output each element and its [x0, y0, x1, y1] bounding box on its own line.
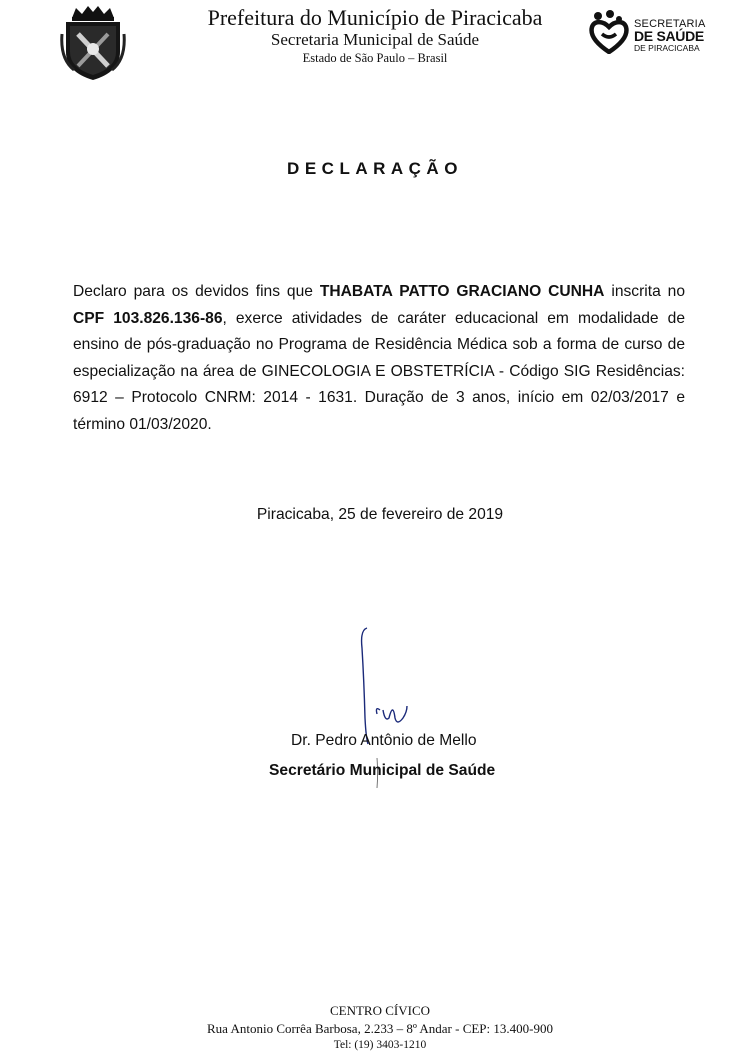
footer-phone: Tel: (19) 3403-1210 [333, 1039, 427, 1051]
footer-line-1: CENTRO CÍVICO [329, 1003, 431, 1018]
signatory-role: Secretário Municipal de Saúde [269, 762, 496, 779]
body-text-3: , exerce atividades de caráter educacional em modalidade de ensino de pós-graduação no Programa de Residência Médica sob a forma de curso de especialização na área de GINECOLOGIA E OBSTETRÍCIA - Código SIG Residências: 6912 – Protocolo CNRM: 2014 - 1631. Duração de 3 anos, início em 02/03/2017 e término 01/03/2020. [73, 309, 685, 433]
logo-line-2: DE SAÚDE [634, 28, 704, 44]
signatory-name: Dr. Pedro Antônio de Mello [291, 732, 477, 749]
logo-line-1: SECRETARIA [634, 18, 706, 30]
body-cpf: CPF 103.826.136-86 [73, 309, 223, 327]
header-state: Estado de São Paulo – Brasil [302, 51, 448, 65]
body-text-2: inscrita no [604, 283, 685, 300]
coat-of-arms-icon [60, 4, 126, 82]
body-text-1: Declaro para os devidos fins que [73, 283, 320, 300]
header-subtitle: Secretaria Municipal de Saúde [270, 30, 480, 49]
body-person-name: THABATA PATTO GRACIANO CUNHA [319, 283, 605, 300]
logo-line-3: DE PIRACICABA [634, 43, 700, 53]
heart-family-icon [588, 10, 630, 54]
document-body [73, 279, 685, 439]
place-date: Piracicaba, 25 de fevereiro de 2019 [256, 506, 504, 523]
header-title: Prefeitura do Município de Piracicaba [207, 5, 543, 30]
footer-address: Rua Antonio Corrêa Barbosa, 2.233 – 8º Andar - CEP: 13.400-900 [207, 1021, 553, 1036]
document-title: DECLARAÇÃO [287, 159, 463, 178]
